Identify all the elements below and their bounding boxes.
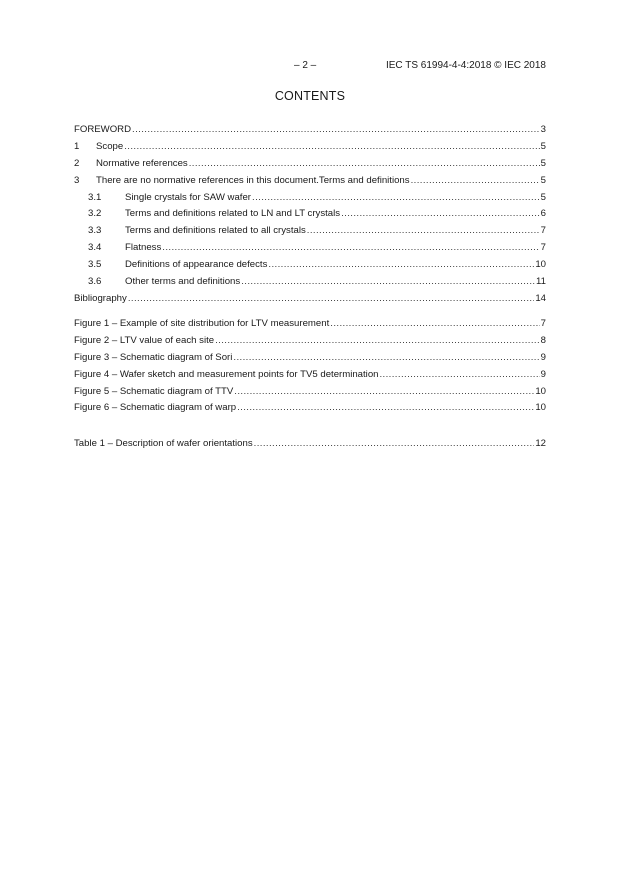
dot-leader [189,156,540,173]
page-title: CONTENTS [274,89,346,103]
table-entry[interactable] [74,436,546,453]
dot-leader [307,223,540,240]
dot-leader [237,400,534,417]
toc-entry-other-terms[interactable] [74,274,546,291]
figure-entry-label: Figure 1 – Example of site distribution for LTV measurement [74,318,330,329]
dot-leader [254,436,535,453]
figure-entry[interactable] [74,316,546,333]
dot-leader [379,367,539,384]
toc-entry-scope[interactable] [74,139,546,156]
toc-entry-page: 11 [536,276,546,288]
table-entry-page: 12 [535,438,546,449]
toc-entry-label: Flatness [125,242,162,254]
toc-entry-page: 3 [540,124,546,135]
toc-entry-number: 3 [74,174,80,186]
toc-entry-label: Terms and definitions related to all crystals [125,225,306,237]
list-of-figures [74,316,546,417]
document-identifier: IEC TS 61994-4-4:2018 © IEC 2018 [385,60,546,71]
toc-entry-single-crystals[interactable] [74,190,546,207]
toc-entry-number: 3.1 [88,191,102,203]
toc-entry-label: Definitions of appearance defects [125,259,268,271]
figure-entry[interactable] [74,400,546,417]
dot-leader [330,316,539,333]
figure-entry-page: 10 [535,385,546,397]
dot-leader [341,206,540,223]
table-entry-label: Table 1 – Description of wafer orientations [74,438,253,449]
figure-entry-page: 9 [540,368,546,380]
dot-leader [215,333,540,350]
figure-entry[interactable] [74,367,546,384]
toc-entry-number: 3.4 [88,242,102,254]
toc-entry-page: 10 [535,259,546,271]
toc-entry-bibliography[interactable] [74,291,546,308]
dot-leader [132,122,540,139]
figure-entry-label: Figure 6 – Schematic diagram of warp [74,402,237,414]
figure-entry-label: Figure 3 – Schematic diagram of Sori [74,351,233,363]
figure-entry-page: 8 [540,334,546,346]
toc-entry-number: 2 [74,157,80,169]
dot-leader [411,173,540,190]
toc-entry-label: Bibliography [74,292,127,304]
toc-entry-number: 3.5 [88,259,102,271]
toc-entry-label: There are no normative references in this document.Terms and definitions [96,174,410,186]
toc-entry-page: 5 [540,140,546,152]
dot-leader [268,257,534,274]
toc-entry-all-crystals[interactable] [74,223,546,240]
toc-entry-appearance-defects[interactable] [74,257,546,274]
dot-leader [128,291,535,308]
figure-entry[interactable] [74,350,546,367]
figure-entry-page: 9 [540,351,546,363]
table-of-contents [74,122,546,308]
toc-entry-label: Scope [96,140,124,152]
figure-entry-label: Figure 2 – LTV value of each site [74,334,215,346]
toc-entry-page: 6 [540,208,546,220]
toc-entry-number: 3.2 [88,208,102,220]
toc-entry-number: 3.6 [88,276,102,288]
list-of-tables [74,436,546,453]
toc-entry-terms-and-definitions[interactable] [74,173,546,190]
toc-entry-page: 5 [540,174,546,186]
toc-entry-ln-lt-crystals[interactable] [74,206,546,223]
toc-entry-page: 14 [535,292,546,304]
dot-leader [252,190,540,207]
dot-leader [124,139,539,156]
dot-leader [234,384,534,401]
toc-entry-number: 3.3 [88,225,102,237]
toc-entry-label: Terms and definitions related to LN and LT crystals [125,208,341,220]
toc-entry-flatness[interactable] [74,240,546,257]
toc-entry-label: Single crystals for SAW wafer [125,191,251,203]
figure-entry-label: Figure 4 – Wafer sketch and measurement points for TV5 determination [74,368,379,380]
dot-leader [241,274,535,291]
page-number: – 2 – [294,60,317,71]
figure-entry[interactable] [74,384,546,401]
toc-entry-label: Other terms and definitions [125,276,241,288]
toc-entry-page: 5 [540,191,546,203]
toc-entry-page: 5 [540,157,546,169]
figure-entry-label: Figure 5 – Schematic diagram of TTV [74,385,234,397]
toc-entry-label: Normative references [96,157,188,169]
toc-entry-normative-references[interactable] [74,156,546,173]
figure-entry-page: 7 [540,318,546,329]
toc-entry-page: 7 [540,225,546,237]
toc-entry-page: 7 [540,242,546,254]
figure-entry[interactable] [74,333,546,350]
toc-entry-number: 1 [74,140,80,152]
dot-leader [162,240,539,257]
figure-entry-page: 10 [535,402,546,414]
toc-entry-label: FOREWORD [74,124,132,135]
page-header [0,60,546,74]
toc-entry-foreword[interactable] [74,122,546,139]
dot-leader [233,350,539,367]
